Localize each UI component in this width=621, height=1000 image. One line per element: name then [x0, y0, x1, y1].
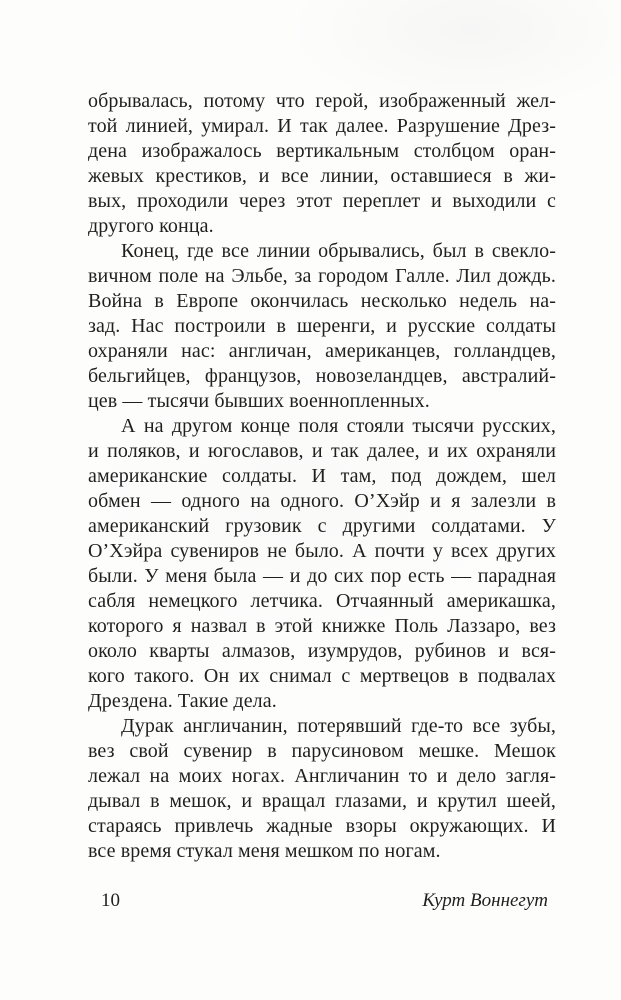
- text-line: А на другом конце поля стояли тысячи русских,: [121, 415, 556, 437]
- running-author: Курт Воннегут: [422, 890, 548, 911]
- text-line: Дрездена. Такие дела.: [88, 690, 277, 712]
- text-line: дена изображалось вертикальным столбцом оран-: [88, 140, 556, 162]
- text-line: жевых крестиков, и все линии, оставшиеся в жи-: [88, 165, 556, 187]
- text-line: американский грузовик с другими солдатами. У: [88, 515, 556, 537]
- text-line: той линией, умирал. И так далее. Разрушение Дрез-: [88, 115, 556, 137]
- text-line: вичном поле на Эльбе, за городом Галле. Лил дождь.: [88, 265, 556, 287]
- text-line: другого конца.: [88, 215, 214, 237]
- text-line: Конец, где все линии обрывались, был в свекло-: [121, 240, 556, 262]
- text-line: и поляков, и югославов, и так далее, и их охраняли: [88, 440, 556, 462]
- text-line: стараясь привлечь жадные взоры окружающих. И: [88, 815, 556, 837]
- text-line: бельгийцев, французов, новозеландцев, австралий-: [88, 365, 556, 387]
- page-number: 10: [101, 890, 120, 911]
- text-line: зад. Нас построили в шеренги, и русские солдаты: [88, 315, 556, 337]
- text-line: кого такого. Он их снимал с мертвецов в подвалах: [88, 665, 556, 687]
- text-line: лежал на моих ногах. Англичанин то и дело загля-: [88, 765, 556, 787]
- text-line: все время стукал меня мешком по ногам.: [88, 840, 441, 862]
- text-line: О’Хэйра сувениров не было. А почти у всех других: [88, 540, 556, 562]
- text-line: которого я назвал в этой книжке Поль Лаззаро, вез: [88, 615, 556, 637]
- text-line: дывал в мешок, и вращал глазами, и крутил шеей,: [88, 790, 556, 812]
- text-line: американские солдаты. И там, под дождем, шел: [88, 465, 556, 487]
- text-line: сабля немецкого летчика. Отчаянный америкашка,: [88, 590, 556, 612]
- text-line: были. У меня была — и до сих пор есть — парадная: [88, 565, 556, 587]
- text-line: Война в Европе окончилась несколько недель на-: [88, 290, 556, 312]
- page-footer: [88, 889, 556, 913]
- text-line: около кварты алмазов, изумрудов, рубинов и вся-: [88, 640, 556, 662]
- text-line: обмен — одного на одного. О’Хэйр и я залезли в: [88, 490, 556, 512]
- text-line: вых, проходили через этот переплет и выходили с: [88, 190, 556, 212]
- text-line: охраняли нас: англичан, американцев, голландцев,: [88, 340, 556, 362]
- text-line: цев — тысячи бывших военнопленных.: [88, 390, 430, 412]
- text-line: Дурак англичанин, потерявший где-то все зубы,: [121, 715, 556, 737]
- body-text: [88, 89, 556, 864]
- text-line: обрывалась, потому что герой, изображенный жел-: [88, 90, 556, 112]
- text-line: вез свой сувенир в парусиновом мешке. Мешок: [88, 740, 556, 762]
